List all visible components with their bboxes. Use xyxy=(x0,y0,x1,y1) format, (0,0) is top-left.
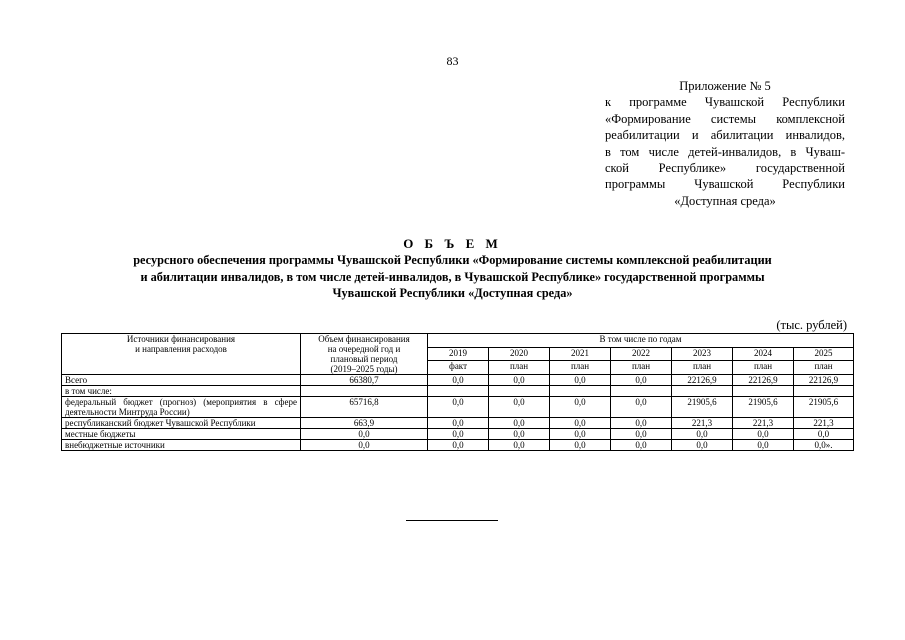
row-total: 0,0 xyxy=(301,440,428,451)
row-value: 0,0 xyxy=(794,429,854,440)
row-value: 0,0 xyxy=(428,440,489,451)
row-value: 221,3 xyxy=(672,418,733,429)
header-year: 2019 xyxy=(428,347,489,361)
row-value: 22126,9 xyxy=(794,375,854,386)
row-value: 0,0 xyxy=(611,440,672,451)
header-year: 2024 xyxy=(733,347,794,361)
header-year: 2021 xyxy=(550,347,611,361)
row-value xyxy=(672,386,733,397)
row-value: 22126,9 xyxy=(733,375,794,386)
row-value: 0,0 xyxy=(428,397,489,418)
row-value xyxy=(733,386,794,397)
row-value: 0,0 xyxy=(733,440,794,451)
header-sources: Источники финансирования и направления расходов xyxy=(62,334,301,375)
row-value: 0,0 xyxy=(550,440,611,451)
appendix-line: «Доступная среда» xyxy=(674,193,776,208)
header-year-type: факт xyxy=(428,361,489,375)
row-value: 22126,9 xyxy=(672,375,733,386)
header-volume: Объем финансирования на очередной год и плановый период (2019–2025 годы) xyxy=(301,334,428,375)
row-value: 21905,6 xyxy=(794,397,854,418)
appendix-line: «Формирование системы комплексной xyxy=(605,111,845,126)
table-row xyxy=(62,440,854,451)
row-value: 0,0 xyxy=(611,375,672,386)
header-year: 2022 xyxy=(611,347,672,361)
subtitle-line: Чувашской Республики «Доступная среда» xyxy=(332,286,573,301)
row-value: 0,0 xyxy=(428,429,489,440)
appendix-line: к программе Чувашской Республики xyxy=(605,95,845,110)
table-row xyxy=(62,429,854,440)
row-value: 0,0 xyxy=(550,429,611,440)
units-label: (тыс. рублей) xyxy=(776,318,847,332)
footer-divider xyxy=(406,520,498,521)
page-number: 83 xyxy=(446,54,459,68)
header-year-type: план xyxy=(672,361,733,375)
row-value: 0,0 xyxy=(428,375,489,386)
row-value: 0,0 xyxy=(672,440,733,451)
row-label: республиканский бюджет Чувашской Республики xyxy=(62,418,301,429)
subtitle-line: ресурсного обеспечения программы Чувашской Республики «Формирование системы комплексной реабилитации xyxy=(133,253,772,267)
row-value: 0,0 xyxy=(489,375,550,386)
appendix-line: Приложение № 5 xyxy=(679,79,771,93)
appendix-block xyxy=(605,78,845,209)
row-value: 21905,6 xyxy=(733,397,794,418)
row-value: 0,0 xyxy=(550,418,611,429)
row-total xyxy=(301,386,428,397)
header-year-type: план xyxy=(611,361,672,375)
header-year-type: план xyxy=(733,361,794,375)
row-value: 0,0 xyxy=(611,429,672,440)
header-year: 2025 xyxy=(794,347,854,361)
subtitle-line: и абилитации инвалидов, в том числе детей-инвалидов, в Чувашской Республике» государственной программы xyxy=(140,269,765,284)
document-title: О Б Ъ Е М xyxy=(403,236,502,251)
table-row xyxy=(62,375,854,386)
row-label: в том числе: xyxy=(62,386,301,397)
row-value xyxy=(794,386,854,397)
row-value: 0,0 xyxy=(550,375,611,386)
row-value xyxy=(611,386,672,397)
appendix-line: реабилитации и абилитации инвалидов, xyxy=(605,128,845,143)
row-value: 221,3 xyxy=(733,418,794,429)
row-value: 0,0 xyxy=(550,397,611,418)
row-value: 0,0 xyxy=(611,418,672,429)
row-value: 0,0 xyxy=(672,429,733,440)
row-total: 0,0 xyxy=(301,429,428,440)
table-row xyxy=(62,418,854,429)
row-value: 0,0». xyxy=(794,440,854,451)
row-total: 663,9 xyxy=(301,418,428,429)
row-value: 0,0 xyxy=(489,397,550,418)
row-label: Всего xyxy=(62,375,301,386)
table-row xyxy=(62,397,854,418)
row-value xyxy=(550,386,611,397)
appendix-line: программы Чувашской Республики xyxy=(605,177,845,192)
resource-table xyxy=(61,333,854,451)
row-label: местные бюджеты xyxy=(62,429,301,440)
row-total: 65716,8 xyxy=(301,397,428,418)
header-years-group: В том числе по годам xyxy=(428,334,854,348)
header-year-type: план xyxy=(794,361,854,375)
row-total: 66380,7 xyxy=(301,375,428,386)
header-year: 2023 xyxy=(672,347,733,361)
row-value: 0,0 xyxy=(489,440,550,451)
appendix-line: в том числе детей-инвалидов, в Чуваш- xyxy=(605,144,845,159)
row-value: 0,0 xyxy=(489,418,550,429)
row-value: 21905,6 xyxy=(672,397,733,418)
row-value: 0,0 xyxy=(428,418,489,429)
table-row xyxy=(62,386,854,397)
row-value: 0,0 xyxy=(611,397,672,418)
appendix-line: ской Республике» государственной xyxy=(605,161,845,176)
row-value: 221,3 xyxy=(794,418,854,429)
row-label: федеральный бюджет (прогноз) (мероприятия в сфере деятельности Минтруда России) xyxy=(62,397,301,418)
row-value xyxy=(489,386,550,397)
header-year-type: план xyxy=(489,361,550,375)
row-value: 0,0 xyxy=(733,429,794,440)
row-value: 0,0 xyxy=(489,429,550,440)
row-value xyxy=(428,386,489,397)
header-year: 2020 xyxy=(489,347,550,361)
row-label: внебюджетные источники xyxy=(62,440,301,451)
header-year-type: план xyxy=(550,361,611,375)
document-subtitle xyxy=(40,252,865,302)
